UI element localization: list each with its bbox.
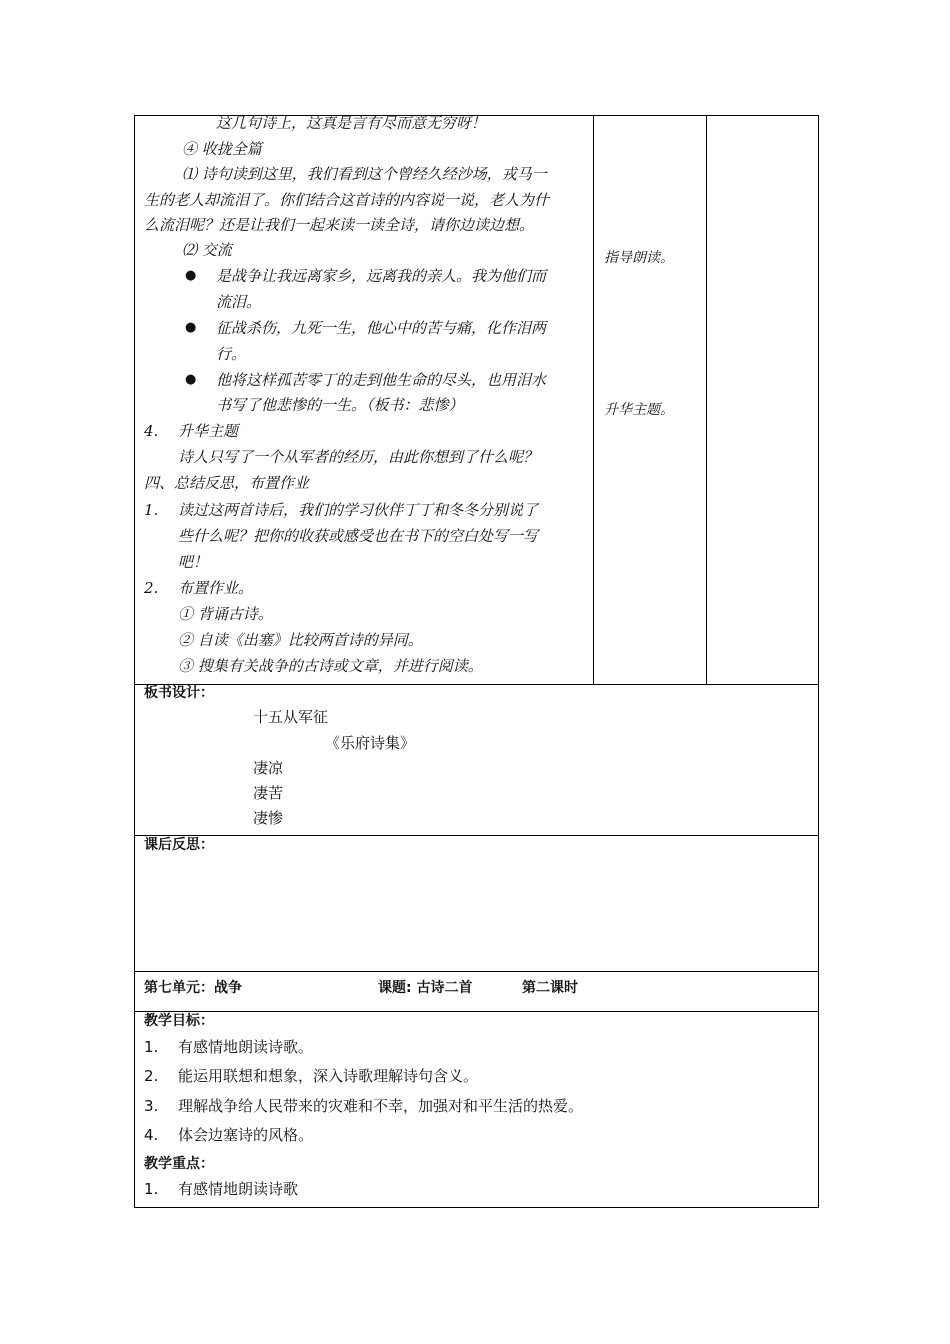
item-text: 读过这两首诗后，我们的学习伙伴丁丁和冬冬分别说了 <box>178 501 539 519</box>
board-word: 凄苦 <box>253 784 284 802</box>
bullet-text: 书写了他悲惨的一生。（板书：悲惨） <box>216 396 464 414</box>
item-number: 2. <box>144 579 159 597</box>
objective-number: 4. <box>144 1126 159 1144</box>
homework-item: ① 背诵古诗。 <box>178 605 273 623</box>
keypoint-text: 有感情地朗读诗歌 <box>178 1180 299 1198</box>
bullet-text: 是战争让我远离家乡，远离我的亲人。我为他们而 <box>216 267 547 285</box>
bullet-text: 行。 <box>216 345 247 363</box>
board-word: 凄凉 <box>253 759 284 777</box>
board-source: 《乐府诗集》 <box>325 734 416 752</box>
row-divider-board <box>134 684 819 685</box>
period-label: 第二课时 <box>522 980 578 996</box>
homework-item: ③ 搜集有关战争的古诗或文章，并进行阅读。 <box>178 657 483 675</box>
objectives-label: 教学目标： <box>144 1013 214 1029</box>
objective-text: 体会边塞诗的风格。 <box>178 1126 314 1144</box>
bullet-text: 征战杀伤，九死一生，他心中的苦与痛，化作泪两 <box>216 319 547 337</box>
item-text: 吧！ <box>178 553 209 571</box>
section-title: 四、总结反思，布置作业 <box>144 474 310 492</box>
row-divider-header <box>134 971 819 972</box>
column-divider-1 <box>593 115 594 684</box>
board-word: 凄惨 <box>253 809 284 827</box>
row-divider-objectives <box>134 1011 819 1012</box>
objective-text: 有感情地朗读诗歌。 <box>178 1038 314 1056</box>
row-divider-reflection <box>134 835 819 836</box>
design-note: 升华主题。 <box>604 402 674 418</box>
board-title: 十五从军征 <box>253 708 329 726</box>
lesson-line: 这几句诗上，这真是言有尽而意无穷呀！ <box>216 114 487 132</box>
bullet-text: 流泪。 <box>216 293 262 311</box>
topic-label: 课题: 古诗二首 <box>378 980 473 996</box>
objective-number: 2. <box>144 1067 159 1085</box>
bullet-text: 他将这样孤苦零丁的走到他生命的尽头，也用泪水 <box>216 371 547 389</box>
objective-text: 能运用联想和想象，深入诗歌理解诗句含义。 <box>178 1067 479 1085</box>
bullet-icon: ● <box>185 372 197 387</box>
keypoint-number: 1. <box>144 1180 159 1198</box>
step-text: 诗人只写了一个从军者的经历，由此你想到了什么呢？ <box>178 448 539 466</box>
step-title: 升华主题 <box>178 422 239 440</box>
step-number: 4. <box>144 422 159 440</box>
item-number: 1. <box>144 501 159 519</box>
reflection-label: 课后反思： <box>144 837 214 853</box>
item-text: 些什么呢？把你的收获或感受也在书下的空白处写一写 <box>178 527 539 545</box>
objective-number: 3. <box>144 1097 159 1115</box>
board-label: 板书设计： <box>144 685 214 701</box>
bullet-icon: ● <box>185 320 197 335</box>
lesson-line: ⑴ 诗句读到这里，我们看到这个曾经久经沙场，戎马一 <box>182 165 547 183</box>
lesson-line: ⑵ 交流 <box>182 241 232 259</box>
objective-text: 理解战争给人民带来的灾难和不幸，加强对和平生活的热爱。 <box>178 1097 584 1115</box>
design-note: 指导朗读。 <box>604 250 674 266</box>
homework-item: ② 自读《出塞》比较两首诗的异同。 <box>178 631 423 649</box>
lesson-line: 么流泪呢？还是让我们一起来读一读全诗，请你边读边想。 <box>144 216 535 234</box>
lesson-line: 生的老人却流泪了。你们结合这首诗的内容说一说，老人为什 <box>144 191 550 209</box>
bullet-icon: ● <box>185 268 197 283</box>
column-divider-2 <box>706 115 707 684</box>
unit-label: 第七单元：战争 <box>144 980 242 996</box>
objective-number: 1. <box>144 1038 159 1056</box>
keypoints-label: 教学重点： <box>144 1156 214 1172</box>
item-text: 布置作业。 <box>178 579 254 597</box>
lesson-line: ④ 收拢全篇 <box>182 140 262 158</box>
